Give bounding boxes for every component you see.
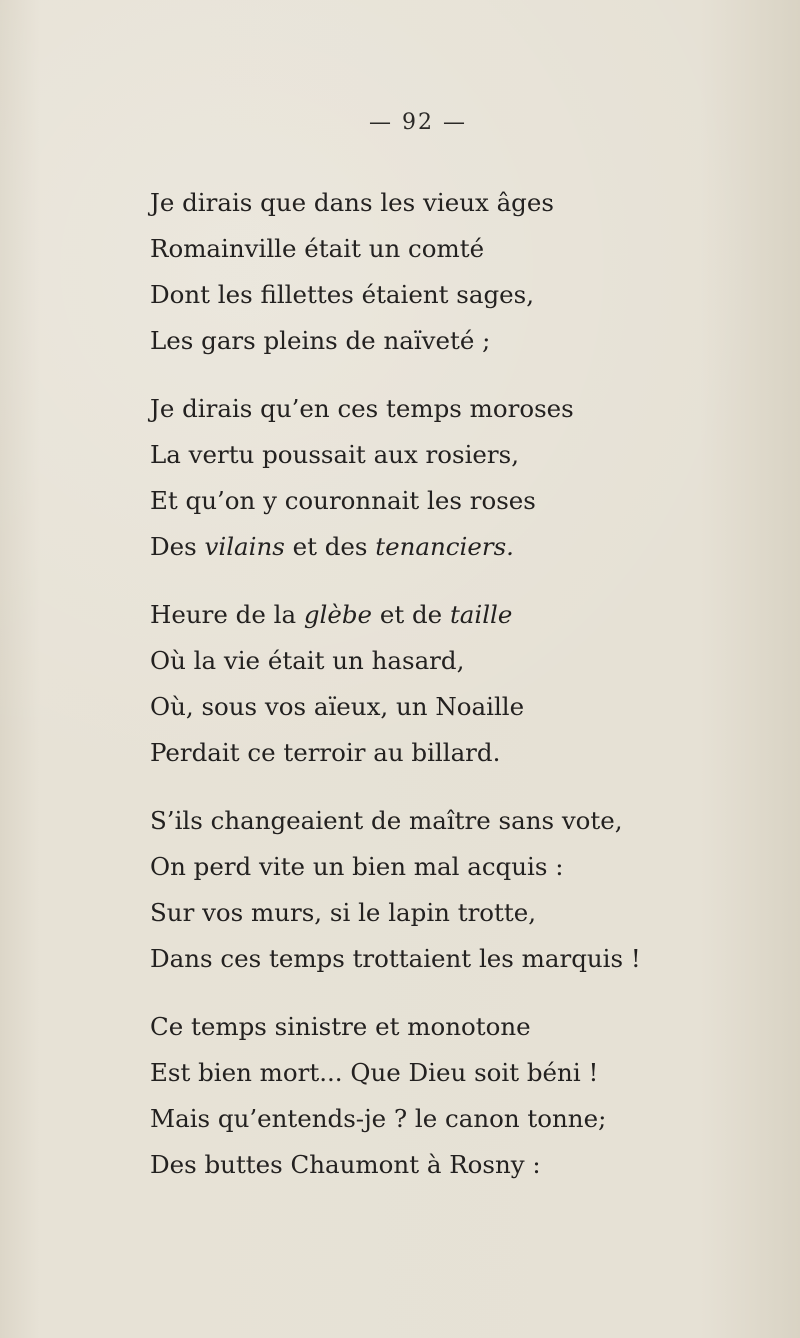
verse-line: Dont les fillettes étaient sages, [150,280,534,309]
verse-line: Des buttes Chaumont à Rosny : [150,1150,541,1179]
italic-word: taille [449,600,513,629]
verse-line: Où, sous vos aïeux, un Noaille [150,692,525,721]
verse-line: On perd vite un bien mal acquis : [150,852,564,881]
verse-line: Je dirais que dans les vieux âges [150,188,554,217]
italic-word: vilains [204,532,285,561]
verse-line [150,592,750,638]
verse-line: S’ils changeaient de maître sans vote, [150,806,623,835]
verse-text: et de [372,600,450,629]
verse-text: Heure de la [150,600,304,629]
poem [150,180,750,1210]
stanza-4 [150,798,750,982]
verse-line: Je dirais qu’en ces temps moroses [150,394,574,423]
verse-line: Mais qu’entends-je ? le canon tonne; [150,1104,607,1133]
verse-line: Et qu’on y couronnait les roses [150,486,536,515]
stanza-2 [150,386,750,570]
stanza-5 [150,1004,750,1188]
verse-line [150,524,750,570]
verse-line: Perdait ce terroir au billard. [150,738,501,767]
verse-line: Où la vie était un hasard, [150,646,465,675]
italic-word: tenanciers. [375,532,514,561]
stanza-3 [150,592,750,776]
verse-line: Sur vos murs, si le lapin trotte, [150,898,537,927]
verse-line: La vertu poussait aux rosiers, [150,440,519,469]
page-number: — 92 — [369,110,467,135]
italic-word: glèbe [303,600,373,629]
verse-line: Ce temps sinistre et monotone [150,1012,531,1041]
verse-line: Les gars pleins de naïveté ; [150,326,491,355]
verse-text: et des [284,532,376,561]
stanza-1 [150,180,750,364]
verse-line: Est bien mort... Que Dieu soit béni ! [150,1058,599,1087]
verse-line: Romainville était un comté [150,234,485,263]
verse-text: Des [150,532,205,561]
verse-line: Dans ces temps trottaient les marquis ! [150,944,641,973]
